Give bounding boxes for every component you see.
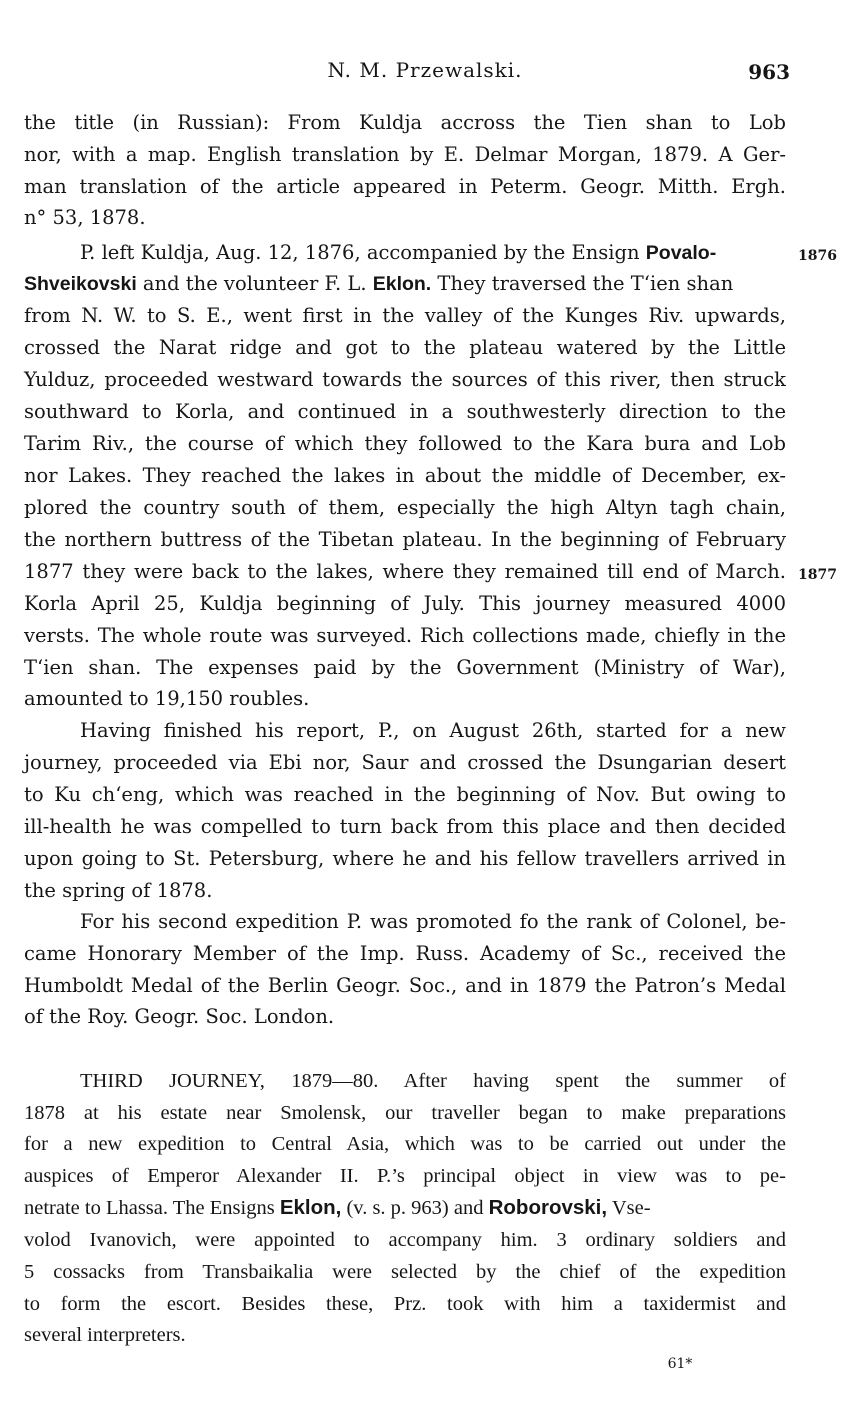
text-line: Tarim Riv., the course of which they followed to the Kara bura and Lob — [24, 432, 786, 455]
margin-year: 1876 — [798, 248, 837, 264]
text-span: Vse- — [607, 1197, 651, 1219]
person-name: Roborovski, — [488, 1196, 608, 1219]
text-line: THIRD JOURNEY, 1879—80. After having spent the summer of — [80, 1070, 786, 1092]
text-line: Yulduz, proceeded westward towards the sources of this river, then struck — [24, 368, 786, 391]
text-line: of the Roy. Geogr. Soc. London. — [24, 1005, 335, 1028]
text-line: 5 cossacks from Transbaikalia were selected by the chief of the expedition — [24, 1261, 786, 1283]
text-line: to Ku ch‘eng, which was reached in the beginning of Nov. But owing to — [24, 783, 786, 806]
text-span: (v. s. p. 963) and — [341, 1197, 489, 1219]
text-span: netrate to Lhassa. The Ensigns — [24, 1197, 280, 1219]
text-line: Humboldt Medal of the Berlin Geogr. Soc., and in 1879 the Patron’s Medal — [24, 974, 786, 997]
signature-mark: 61* — [667, 1356, 693, 1372]
text-line: versts. The whole route was surveyed. Rich collections made, chiefly in the — [24, 624, 786, 647]
text-line: came Honorary Member of the Imp. Russ. Academy of Sc., received the — [24, 942, 786, 965]
person-name: Eklon, — [279, 1196, 342, 1219]
text-line-composite — [24, 269, 786, 299]
page-number: 963 — [748, 60, 790, 84]
text-line: the spring of 1878. — [24, 879, 213, 902]
text-line: nor Lakes. They reached the lakes in about the middle of December, ex- — [24, 464, 786, 487]
text-span: They traversed the T‘ien shan — [431, 272, 734, 295]
text-line: journey, proceeded via Ebi nor, Saur and crossed the Dsungarian desert — [24, 751, 786, 774]
margin-year: 1877 — [798, 567, 837, 583]
text-line: volod Ivanovich, were appointed to accompany him. 3 ordinary soldiers and — [24, 1229, 786, 1251]
text-line: man translation of the article appeared in Peterm. Geogr. Mitth. Ergh. — [24, 175, 786, 198]
text-line: southward to Korla, and continued in a southwesterly direction to the — [24, 400, 786, 423]
text-line: Korla April 25, Kuldja beginning of July. This journey measured 4000 — [24, 592, 786, 615]
text-line: 1877 they were back to the lakes, where they remained till end of March. — [24, 560, 786, 583]
text-line: to form the escort. Besides these, Prz. took with him a taxidermist and — [24, 1293, 786, 1315]
person-name: Eklon. — [372, 273, 432, 295]
text-line: crossed the Narat ridge and got to the plateau watered by the Little — [24, 336, 786, 359]
text-line: auspices of Emperor Alexander II. P.’s principal object in view was to pe- — [24, 1165, 786, 1187]
text-line-composite — [24, 1193, 786, 1223]
text-span: and the volunteer F. L. — [136, 272, 373, 295]
text-line: n° 53, 1878. — [24, 206, 146, 229]
text-line: several interpreters. — [24, 1324, 186, 1346]
text-span: P. left Kuldja, Aug. 12, 1876, accompanied by the Ensign — [80, 241, 646, 264]
text-line: upon going to St. Petersburg, where he and his fellow travellers arrived in — [24, 847, 786, 870]
text-line: plored the country south of them, especially the high Altyn tagh chain, — [24, 496, 786, 519]
text-line-composite — [80, 238, 786, 268]
text-line: Having finished his report, P., on August 26th, started for a new — [80, 719, 786, 742]
running-head-title: N. M. Przewalski. — [327, 58, 523, 82]
text-line: T‘ien shan. The expenses paid by the Government (Ministry of War), — [24, 656, 786, 679]
text-line: nor, with a map. English translation by E. Delmar Morgan, 1879. A Ger- — [24, 143, 786, 166]
text-line: ill-health he was compelled to turn back from this place and then decided — [24, 815, 786, 838]
person-name: Povalo- — [645, 242, 717, 264]
text-line: amounted to 19,150 roubles. — [24, 687, 310, 710]
person-name: Shveikovski — [24, 273, 137, 295]
text-line: For his second expedition P. was promoted fo the rank of Colonel, be- — [80, 910, 786, 933]
text-line: for a new expedition to Central Asia, which was to be carried out under the — [24, 1133, 786, 1155]
text-line: the northern buttress of the Tibetan plateau. In the beginning of February — [24, 528, 786, 551]
text-line: the title (in Russian): From Kuldja accross the Tien shan to Lob — [24, 111, 786, 134]
text-line: 1878 at his estate near Smolensk, our traveller began to make preparations — [24, 1102, 786, 1124]
text-line: from N. W. to S. E., went first in the valley of the Kunges Riv. upwards, — [24, 304, 786, 327]
